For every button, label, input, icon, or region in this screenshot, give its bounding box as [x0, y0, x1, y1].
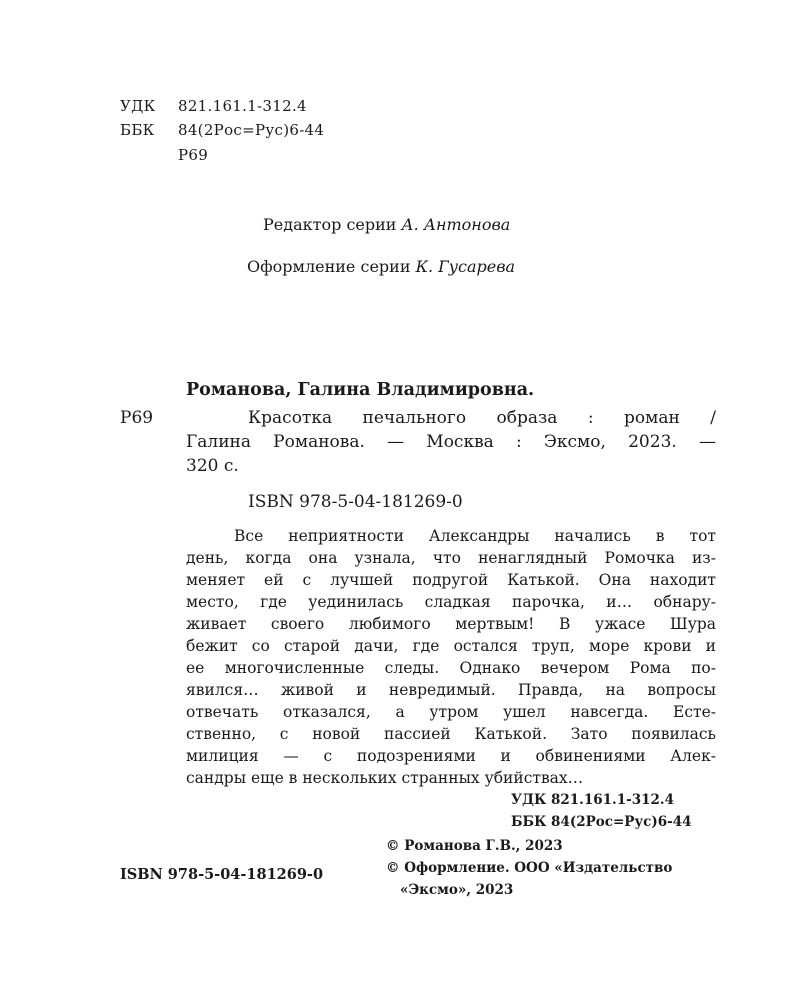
udk-line [120, 97, 307, 115]
annotation-line: меняет ей с лучшей подругой Катькой. Она находит [186, 571, 716, 589]
annotation-line: ственно, с новой пассией Катькой. Зато появилась [186, 725, 716, 743]
bbk-line [120, 121, 324, 139]
design-prefix: Оформление серии [247, 257, 411, 276]
annotation-line: отвечать отказался, а утром ушел навсегда. Есте- [186, 703, 716, 721]
record-heading: Романова, Галина Владимировна. [186, 380, 535, 400]
series-design [247, 257, 515, 276]
bbk-label: ББК [120, 121, 155, 139]
annotation-line: день, когда она узнала, что ненаглядный Ромочка из- [186, 549, 716, 567]
series-editor [263, 215, 510, 234]
annotation-line: живает своего любимого мертвым! В ужасе Шура [186, 615, 716, 633]
record-bbk: ББК 84(2Рос=Рус)6-44 [511, 814, 692, 830]
annotation-line: бежит со старой дачи, где остался труп, море крови и [186, 637, 716, 655]
description-line: 320 с. [186, 456, 239, 476]
description-line: Галина Романова. — Москва : Эксмо, 2023. — [186, 432, 716, 452]
copyright-line: © Романова Г.В., 2023 [386, 838, 563, 854]
design-name: К. Гусарева [415, 257, 516, 276]
copyright-block [386, 835, 672, 901]
annotation-line: милиция — с подозрениями и обвинениями Алек- [186, 747, 716, 765]
author-sign: Р69 [178, 146, 209, 164]
footer-isbn: ISBN 978-5-04-181269-0 [120, 866, 324, 883]
editor-prefix: Редактор серии [263, 215, 397, 234]
annotation-line: явился… живой и невредимый. Правда, на вопросы [186, 681, 716, 699]
annotation-line: место, где уединилась сладкая парочка, и… обнару- [186, 593, 716, 611]
record-udk: УДК 821.161.1-312.4 [511, 792, 674, 808]
udk-value: 821.161.1-312.4 [178, 97, 307, 115]
editor-name: А. Антонова [401, 215, 511, 234]
udk-label: УДК [120, 97, 156, 115]
bbk-value: 84(2Рос=Рус)6-44 [178, 121, 325, 139]
annotation-line: сандры еще в нескольких странных убийствах… [186, 769, 584, 787]
annotation-line: ее многочисленные следы. Однако вечером Рома по- [186, 659, 716, 677]
copyright-line: «Эксмо», 2023 [400, 882, 514, 898]
annotation [186, 525, 716, 789]
record-sign: Р69 [120, 408, 154, 428]
annotation-line: Все неприятности Александры начались в тот [234, 527, 716, 545]
description-line: Красотка печального образа : роман / [248, 408, 716, 428]
copyright-line: © Оформление. ООО «Издательство [386, 860, 673, 876]
record-description [186, 406, 716, 478]
record-isbn: ISBN 978-5-04-181269-0 [248, 492, 463, 512]
